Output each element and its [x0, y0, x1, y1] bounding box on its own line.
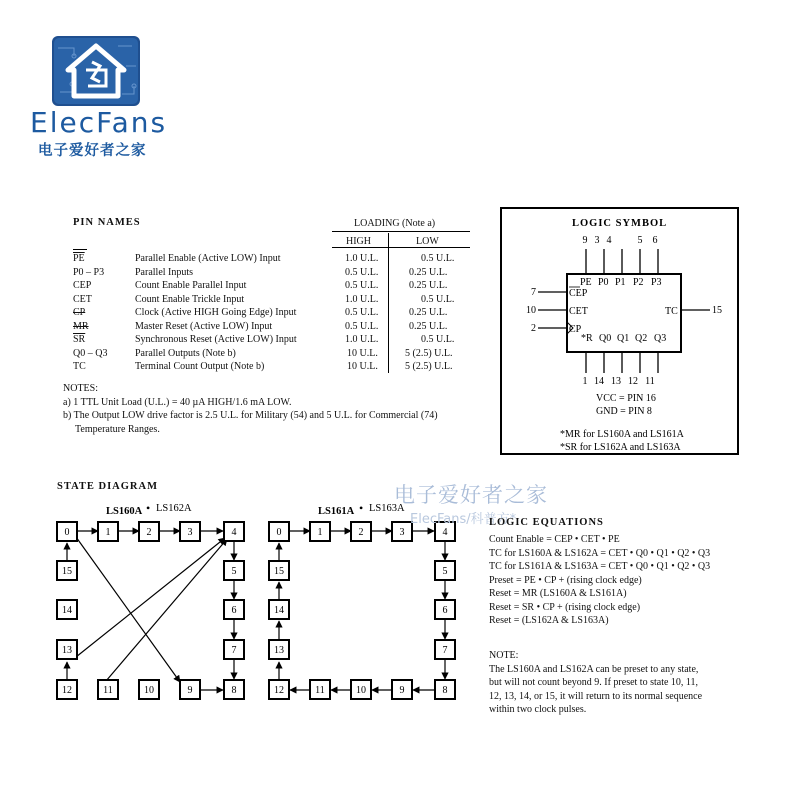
state-label: 9 — [399, 685, 405, 696]
pin-low: 0.25 U.L. — [409, 280, 448, 291]
pin-symbol: CEP — [73, 280, 92, 291]
left-pin-label: CET — [569, 306, 588, 317]
top-pin-number: 9 — [582, 235, 588, 246]
top-pin-label: P3 — [651, 277, 662, 288]
state-label: 0 — [64, 527, 70, 538]
note-a: a) 1 TTL Unit Load (U.L.) = 40 µA HIGH/1.6 mA LOW. — [63, 396, 292, 408]
equation-line: Reset = SR • CP + (rising clock edge) — [489, 601, 641, 613]
logo-icon — [52, 36, 140, 106]
loading-title: LOADING (Note a) — [354, 218, 436, 229]
pin-symbol: $\overline{PE}$ — [73, 253, 85, 264]
note-line: 12, 13, 14, or 15, it will return to its normal sequence — [489, 690, 703, 702]
top-pin-label: P2 — [633, 277, 644, 288]
logic-symbol-diagram — [500, 207, 739, 455]
bottom-pin-label: Q2 — [635, 333, 648, 344]
pin-symbol: CET — [73, 293, 92, 305]
bottom-pin-number: 14 — [594, 376, 604, 387]
note-b-continued: Temperature Ranges. — [75, 423, 160, 435]
bullet-icon: • — [146, 501, 151, 515]
state-label: 4 — [231, 527, 237, 538]
state-label: 5 — [442, 566, 448, 577]
state-label: 10 — [356, 685, 366, 696]
equation-line: TC for LS160A & LS162A = CET • Q0 • Q1 • Q2 • Q3 — [489, 547, 711, 559]
pin-low: 0.5 U.L. — [421, 293, 455, 305]
col-high-label: HIGH — [346, 236, 371, 247]
right-diagram-title: LS161A — [318, 506, 355, 517]
state-diagram-title: STATE DIAGRAM — [57, 481, 158, 492]
state-label: 11 — [315, 685, 325, 696]
state-label: 1 — [317, 527, 323, 538]
state-label: 12 — [274, 685, 284, 696]
top-pin-number: 4 — [606, 235, 612, 246]
pin-table — [73, 252, 473, 377]
right-pin-number: 15 — [712, 305, 722, 316]
pin-low: 0.5 U.L. — [421, 334, 455, 345]
left-pin-number: 2 — [531, 323, 536, 334]
state-label: 3 — [399, 527, 405, 538]
pin-high: 0.5 U.L. — [345, 307, 379, 318]
top-pin-label: PE — [580, 277, 592, 288]
left-pin-label: CEP — [569, 288, 588, 299]
state-label: 8 — [442, 685, 448, 696]
note-line: but will not count beyond 9. If preset to state 10, 11, — [489, 677, 699, 688]
pin-description: Terminal Count Output (Note b) — [135, 361, 265, 372]
top-pin-number: 6 — [652, 235, 658, 246]
notes-block — [63, 382, 503, 436]
equation-line: Reset = (LS162A & LS163A) — [489, 615, 609, 626]
top-pin-label: P1 — [615, 277, 626, 288]
pin-description: Synchronous Reset (Active LOW) Input — [135, 334, 297, 345]
top-pin-label: P0 — [598, 277, 609, 288]
bottom-pin-label: Q0 — [599, 333, 612, 344]
top-pin-number: 5 — [637, 235, 643, 246]
state-label: 15 — [274, 566, 284, 577]
pin-names-rule — [73, 249, 87, 250]
col-low-label: LOW — [416, 236, 439, 247]
gnd-pin: GND = PIN 8 — [596, 406, 652, 417]
pin-high: 10 U.L. — [347, 347, 378, 359]
pin-description: Count Enable Parallel Input — [135, 280, 247, 291]
state-label: 12 — [62, 685, 72, 696]
pin-description: Clock (Active HIGH Going Edge) Input — [135, 307, 297, 318]
pin-symbol: P0 – P3 — [73, 266, 105, 278]
state-label: 15 — [62, 566, 72, 577]
logic-symbol-title: LOGIC SYMBOL — [572, 218, 668, 229]
bottom-pin-number: 12 — [628, 376, 638, 387]
pin-high: 1.0 U.L. — [345, 293, 379, 305]
right-pin-label: TC — [665, 306, 678, 317]
logic-equations-title: LOGIC EQUATIONS — [489, 517, 604, 528]
state-label: 6 — [442, 605, 448, 616]
symbol-footnote-2: *SR for LS162A and LS163A — [560, 442, 681, 453]
bottom-pin-label: Q1 — [617, 333, 630, 344]
pin-symbol: MR — [73, 320, 89, 332]
watermark-subtext: ElecFans/科普方* — [410, 512, 517, 527]
state-label: 7 — [231, 645, 237, 656]
state-label: 13 — [274, 645, 284, 656]
pin-symbol: Q0 – Q3 — [73, 347, 108, 359]
state-label: 2 — [146, 527, 152, 538]
note-line: The LS160A and LS162A can be preset to any state, — [489, 663, 699, 675]
left-diagram-title: LS160A — [106, 506, 143, 517]
pin-symbol: $\overline{SR}$ — [73, 334, 86, 345]
left-pin-label: CP — [569, 324, 582, 335]
equation-line: Count Enable = CEP • CET • PE — [489, 534, 620, 545]
pin-high: 10 U.L. — [347, 361, 378, 372]
note-b: b) The Output LOW drive factor is 2.5 U.L. for Military (54) and 5 U.L. for Commercial (74) — [63, 410, 438, 421]
state-label: 0 — [276, 527, 282, 538]
pin-high: 1.0 U.L. — [345, 253, 379, 264]
symbol-footnote-1: *MR for LS160A and LS161A — [560, 429, 684, 440]
state-label: 14 — [62, 605, 72, 616]
state-label: 13 — [62, 645, 72, 656]
bottom-pin-number: 13 — [611, 376, 621, 387]
state-label: 7 — [442, 645, 448, 656]
pin-low: 0.25 U.L. — [409, 307, 448, 318]
top-pin-number: 3 — [594, 235, 600, 246]
state-label: 8 — [231, 685, 237, 696]
state-diagram — [50, 495, 460, 710]
state-note-block — [489, 649, 789, 717]
logo-tagline: 电子爱好者之家 — [38, 143, 147, 159]
pin-high: 0.5 U.L. — [345, 280, 379, 291]
pin-low: 5 (2.5) U.L. — [405, 347, 453, 359]
pin-low: 0.25 U.L. — [409, 320, 448, 332]
notes-title: NOTES: — [63, 383, 98, 394]
state-label: 5 — [231, 566, 237, 577]
pin-description: Parallel Outputs (Note b) — [135, 347, 236, 359]
pin-low: 0.5 U.L. — [421, 253, 455, 264]
state-label: 4 — [442, 527, 448, 538]
left-diagram-title-2: LS162A — [156, 503, 192, 514]
loading-rule-bottom — [332, 247, 470, 248]
equation-line: Reset = MR (LS160A & LS161A) — [489, 588, 627, 599]
watermark-text: 电子爱好者之家 — [394, 483, 548, 507]
vcc-pin: VCC = PIN 16 — [596, 393, 656, 404]
state-label: 1 — [105, 527, 111, 538]
state-label: 2 — [358, 527, 364, 538]
right-diagram-title-2: LS163A — [369, 503, 405, 514]
note-title: NOTE: — [489, 650, 519, 661]
pin-low: 5 (2.5) U.L. — [405, 361, 453, 372]
state-label: 3 — [187, 527, 193, 538]
bottom-pin-number: 1 — [582, 376, 588, 387]
equation-line: Preset = PE • CP + (rising clock edge) — [489, 574, 642, 586]
loading-rule-top — [332, 231, 470, 232]
pin-symbol: CP — [73, 307, 86, 318]
bottom-pin-number: 11 — [645, 376, 655, 387]
state-label: 11 — [103, 685, 113, 696]
pin-description: Parallel Enable (Active LOW) Input — [135, 253, 281, 264]
state-label: 10 — [144, 685, 154, 696]
state-label: 6 — [231, 605, 237, 616]
left-pin-number: 10 — [526, 305, 536, 316]
state-label: 9 — [187, 685, 193, 696]
bottom-pin-label: Q3 — [654, 333, 667, 344]
logic-equations-list — [489, 533, 789, 628]
pin-high: 0.5 U.L. — [345, 266, 379, 278]
pin-symbol: TC — [73, 361, 86, 372]
pin-description: Master Reset (Active LOW) Input — [135, 320, 273, 332]
bottom-pin-label: *R — [581, 333, 593, 344]
left-pin-number: 7 — [531, 287, 536, 298]
state-label: 14 — [274, 605, 284, 616]
pin-names-title: PIN NAMES — [73, 217, 141, 228]
note-line: within two clock pulses. — [489, 704, 587, 715]
pin-description: Parallel Inputs — [135, 266, 194, 278]
pin-description: Count Enable Trickle Input — [135, 293, 245, 305]
logo-brand: ElecFans — [30, 106, 168, 139]
pin-high: 1.0 U.L. — [345, 334, 379, 345]
pin-low: 0.25 U.L. — [409, 266, 448, 278]
bullet-icon: • — [359, 501, 364, 515]
pin-high: 0.5 U.L. — [345, 320, 379, 332]
equation-line: TC for LS161A & LS163A = CET • Q0 • Q1 • Q2 • Q3 — [489, 561, 711, 572]
